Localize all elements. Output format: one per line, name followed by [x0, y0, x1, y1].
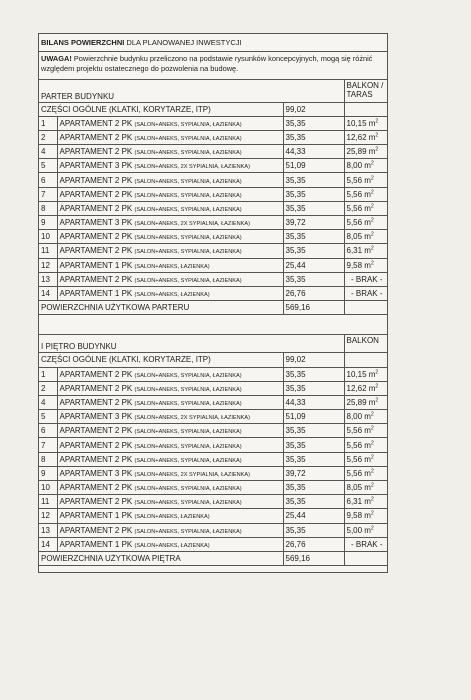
- parter-apartment-row: [39, 116, 387, 130]
- parter-header: PARTER BUDYNKU: [39, 80, 344, 102]
- balcony-value: 8,05 m: [346, 483, 371, 493]
- apartment-area: 35,35: [283, 244, 344, 258]
- pietro-total-label: POWIERZCHNIA UŻYTKOWA PIĘTRA: [39, 551, 283, 565]
- parter-total-row: [39, 301, 387, 315]
- parter-apartment-row: [39, 145, 387, 159]
- apartment-area: 35,35: [283, 230, 344, 244]
- balcony-value: 5,56 m: [346, 426, 371, 436]
- apartment-name: [57, 130, 283, 144]
- apartment-balcony: [344, 286, 387, 300]
- apartment-rooms: (SALON+ANEKS, SYPIALNIA, ŁAZIENKA): [134, 486, 242, 493]
- apartment-number: 1: [39, 367, 57, 381]
- apartment-balcony: [344, 244, 387, 258]
- parter-apartment-row: [39, 130, 387, 144]
- apartment-area: 35,35: [283, 173, 344, 187]
- balcony-value: 5,56 m: [346, 468, 371, 478]
- apartment-name: [57, 367, 283, 381]
- apartment-area: 35,35: [283, 381, 344, 395]
- parter-common-label: CZĘŚCI OGÓLNE (KLATKI, KORYTARZE, ITP): [39, 102, 283, 116]
- apartment-name: [57, 495, 283, 509]
- apartment-area: 25,44: [283, 258, 344, 272]
- pietro-apartment-row: [39, 495, 387, 509]
- pietro-apartment-row: [39, 452, 387, 466]
- apartment-rooms: (SALON+ANEKS, SYPIALNIA, ŁAZIENKA): [134, 135, 242, 142]
- apartment-area: 35,35: [283, 272, 344, 286]
- title-rest: DLA PLANOWANEJ INWESTYCJI: [124, 38, 242, 47]
- pietro-apartment-row: [39, 509, 387, 523]
- apartment-balcony: [344, 130, 387, 144]
- apartment-area: 35,35: [283, 201, 344, 215]
- pietro-apartment-row: [39, 481, 387, 495]
- parter-apartment-row: [39, 244, 387, 258]
- apartment-name: [57, 173, 283, 187]
- apartment-rooms: (SALON+ANEKS, 2X SYPIALNIA, ŁAZIENKA): [134, 164, 250, 171]
- balcony-value: 8,05 m: [346, 232, 371, 242]
- apartment-number: 13: [39, 272, 57, 286]
- unit-exponent: 2: [370, 439, 374, 446]
- unit-exponent: 2: [370, 482, 374, 489]
- unit-exponent: 2: [370, 425, 374, 432]
- apartment-rooms: (SALON+ANEKS, SYPIALNIA, ŁAZIENKA): [134, 443, 242, 450]
- apartment-balcony: [344, 116, 387, 130]
- apartment-balcony: [344, 424, 387, 438]
- balcony-value: 5,56 m: [346, 440, 371, 450]
- balcony-value: - BRAK -: [350, 539, 383, 549]
- balcony-value: 5,56 m: [346, 454, 371, 464]
- apartment-rooms: (SALON+ANEKS, SYPIALNIA, ŁAZIENKA): [134, 528, 242, 535]
- apartment-area: 35,35: [283, 495, 344, 509]
- apartment-area: 39,72: [283, 216, 344, 230]
- apartment-type: APARTAMENT 2 PK: [59, 383, 135, 393]
- apartment-type: APARTAMENT 3 PK: [59, 412, 135, 422]
- apartment-type: APARTAMENT 2 PK: [59, 147, 135, 157]
- balcony-value: 6,31 m: [346, 246, 371, 256]
- balcony-value: 25,89 m: [346, 147, 376, 157]
- balcony-value: 5,56 m: [346, 203, 371, 213]
- apartment-number: 9: [39, 466, 57, 480]
- apartment-name: [57, 159, 283, 173]
- apartment-area: 51,09: [283, 410, 344, 424]
- area-balance-sheet: [38, 33, 388, 573]
- apartment-number: 12: [39, 509, 57, 523]
- apartment-rooms: (SALON+ANEKS, SYPIALNIA, ŁAZIENKA): [134, 386, 242, 393]
- apartment-area: 26,76: [283, 537, 344, 551]
- pietro-header-row: [39, 335, 387, 353]
- apartment-name: [57, 116, 283, 130]
- apartment-balcony: [344, 395, 387, 409]
- apartment-number: 6: [39, 424, 57, 438]
- apartment-number: 5: [39, 159, 57, 173]
- balcony-value: 5,56 m: [346, 218, 371, 228]
- apartment-balcony: [344, 159, 387, 173]
- unit-exponent: 2: [370, 510, 374, 517]
- area-table-body: [39, 80, 387, 572]
- pietro-header: I PIĘTRO BUDYNKU: [39, 335, 344, 353]
- apartment-balcony: [344, 367, 387, 381]
- apartment-area: 35,35: [283, 367, 344, 381]
- apartment-name: [57, 410, 283, 424]
- apartment-balcony: [344, 466, 387, 480]
- apartment-area: 44,33: [283, 395, 344, 409]
- apartment-balcony: [344, 216, 387, 230]
- apartment-name: [57, 216, 283, 230]
- apartment-number: 12: [39, 258, 57, 272]
- apartment-area: 35,35: [283, 187, 344, 201]
- apartment-number: 4: [39, 145, 57, 159]
- apartment-number: 6: [39, 173, 57, 187]
- unit-exponent: 2: [370, 174, 374, 181]
- pietro-total-row: [39, 551, 387, 565]
- unit-exponent: 2: [370, 468, 374, 475]
- closing-cell: [39, 566, 387, 572]
- pietro-balcony-header: BALKON: [344, 335, 387, 353]
- apartment-rooms: (SALON+ANEKS, 2X SYPIALNIA, ŁAZIENKA): [134, 471, 250, 478]
- apartment-name: [57, 187, 283, 201]
- apartment-balcony: [344, 145, 387, 159]
- unit-exponent: 2: [375, 146, 379, 153]
- unit-exponent: 2: [370, 189, 374, 196]
- apartment-number: 8: [39, 452, 57, 466]
- apartment-number: 1: [39, 116, 57, 130]
- apartment-type: APARTAMENT 2 PK: [59, 525, 135, 535]
- balcony-value: 12,62 m: [346, 132, 376, 142]
- apartment-rooms: (SALON+ANEKS, SYPIALNIA, ŁAZIENKA): [134, 192, 242, 199]
- apartment-type: APARTAMENT 2 PK: [59, 203, 135, 213]
- parter-apartment-row: [39, 272, 387, 286]
- apartment-rooms: (SALON+ANEKS, 2X SYPIALNIA, ŁAZIENKA): [134, 415, 250, 422]
- apartment-name: [57, 145, 283, 159]
- apartment-type: APARTAMENT 2 PK: [59, 246, 135, 256]
- apartment-number: 2: [39, 130, 57, 144]
- apartment-balcony: [344, 509, 387, 523]
- balcony-value: 6,31 m: [346, 497, 371, 507]
- balcony-value: - BRAK -: [350, 289, 383, 299]
- parter-apartment-row: [39, 216, 387, 230]
- apartment-type: APARTAMENT 3 PK: [59, 161, 135, 171]
- apartment-name: [57, 537, 283, 551]
- balcony-value: 5,56 m: [346, 175, 371, 185]
- apartment-balcony: [344, 272, 387, 286]
- apartment-number: 10: [39, 481, 57, 495]
- apartment-balcony: [344, 452, 387, 466]
- apartment-area: 35,35: [283, 130, 344, 144]
- parter-apartment-row: [39, 173, 387, 187]
- apartment-type: APARTAMENT 2 PK: [59, 274, 135, 284]
- apartment-name: [57, 244, 283, 258]
- apartment-number: 8: [39, 201, 57, 215]
- apartment-type: APARTAMENT 2 PK: [59, 232, 135, 242]
- apartment-balcony: [344, 537, 387, 551]
- apartment-type: APARTAMENT 1 PK: [59, 539, 135, 549]
- parter-common-balcony: [344, 102, 387, 116]
- unit-exponent: 2: [370, 260, 374, 266]
- unit-exponent: 2: [370, 217, 374, 224]
- apartment-type: APARTAMENT 2 PK: [59, 118, 135, 128]
- apartment-name: [57, 272, 283, 286]
- apartment-name: [57, 481, 283, 495]
- apartment-balcony: [344, 481, 387, 495]
- apartment-type: APARTAMENT 2 PK: [59, 132, 135, 142]
- pietro-apartment-row: [39, 438, 387, 452]
- apartment-name: [57, 466, 283, 480]
- apartment-rooms: (SALON+ANEKS, SYPIALNIA, ŁAZIENKA): [134, 150, 242, 157]
- balcony-value: 25,89 m: [346, 397, 376, 407]
- pietro-common-area: 99,02: [283, 353, 344, 367]
- apartment-rooms: (SALON+ANEKS, ŁAZIENKA): [134, 263, 210, 270]
- parter-apartment-row: [39, 286, 387, 300]
- apartment-name: [57, 258, 283, 272]
- apartment-balcony: [344, 438, 387, 452]
- apartment-number: 14: [39, 286, 57, 300]
- apartment-name: [57, 286, 283, 300]
- pietro-apartment-row: [39, 410, 387, 424]
- apartment-type: APARTAMENT 2 PK: [59, 440, 135, 450]
- apartment-rooms: (SALON+ANEKS, SYPIALNIA, ŁAZIENKA): [134, 235, 242, 242]
- parter-balcony-header: BALKON / TARAS: [344, 80, 387, 102]
- apartment-rooms: (SALON+ANEKS, SYPIALNIA, ŁAZIENKA): [134, 249, 242, 256]
- parter-total-label: POWIERZCHNIA UŻYTKOWA PARTERU: [39, 301, 283, 315]
- balcony-value: 9,58 m: [346, 260, 371, 270]
- pietro-common-row: [39, 353, 387, 367]
- apartment-type: APARTAMENT 3 PK: [59, 468, 135, 478]
- document-title: [39, 34, 387, 52]
- parter-apartment-row: [39, 230, 387, 244]
- apartment-balcony: [344, 381, 387, 395]
- balcony-value: 10,15 m: [346, 369, 376, 379]
- apartment-area: 35,35: [283, 424, 344, 438]
- apartment-type: APARTAMENT 2 PK: [59, 397, 135, 407]
- balcony-value: 5,00 m: [346, 525, 371, 535]
- apartment-area: 35,35: [283, 481, 344, 495]
- apartment-rooms: (SALON+ANEKS, SYPIALNIA, ŁAZIENKA): [134, 178, 242, 185]
- unit-exponent: 2: [370, 245, 374, 252]
- apartment-number: 7: [39, 438, 57, 452]
- parter-apartment-row: [39, 201, 387, 215]
- apartment-name: [57, 438, 283, 452]
- balcony-value: 12,62 m: [346, 383, 376, 393]
- apartment-rooms: (SALON+ANEKS, SYPIALNIA, ŁAZIENKA): [134, 500, 242, 507]
- apartment-balcony: [344, 230, 387, 244]
- balcony-value: 5,56 m: [346, 189, 371, 199]
- unit-exponent: 2: [375, 118, 379, 125]
- unit-exponent: 2: [375, 397, 379, 404]
- closing-row: [39, 566, 387, 572]
- parter-total-balcony: [344, 301, 387, 315]
- apartment-balcony: [344, 495, 387, 509]
- unit-exponent: 2: [375, 368, 379, 375]
- area-table: [39, 80, 387, 572]
- unit-exponent: 2: [370, 203, 374, 210]
- apartment-type: APARTAMENT 2 PK: [59, 426, 135, 436]
- warning-note: [39, 52, 387, 80]
- apartment-type: APARTAMENT 1 PK: [59, 260, 135, 270]
- apartment-name: [57, 230, 283, 244]
- pietro-total-balcony: [344, 551, 387, 565]
- parter-total-value: 569,16: [283, 301, 344, 315]
- apartment-balcony: [344, 258, 387, 272]
- pietro-apartment-row: [39, 381, 387, 395]
- apartment-rooms: (SALON+ANEKS, SYPIALNIA, ŁAZIENKA): [134, 457, 242, 464]
- parter-common-area: 99,02: [283, 102, 344, 116]
- pietro-apartment-row: [39, 523, 387, 537]
- parter-apartment-row: [39, 258, 387, 272]
- apartment-name: [57, 523, 283, 537]
- apartment-number: 13: [39, 523, 57, 537]
- unit-exponent: 2: [375, 383, 379, 390]
- section-gap: [39, 315, 387, 335]
- apartment-number: 11: [39, 244, 57, 258]
- apartment-rooms: (SALON+ANEKS, ŁAZIENKA): [134, 292, 210, 299]
- apartment-balcony: [344, 201, 387, 215]
- apartment-rooms: (SALON+ANEKS, SYPIALNIA, ŁAZIENKA): [134, 121, 242, 128]
- apartment-rooms: (SALON+ANEKS, ŁAZIENKA): [134, 542, 210, 549]
- apartment-name: [57, 424, 283, 438]
- parter-common-row: [39, 102, 387, 116]
- apartment-name: [57, 381, 283, 395]
- pietro-apartment-row: [39, 395, 387, 409]
- apartment-type: APARTAMENT 2 PK: [59, 454, 135, 464]
- balcony-value: 9,58 m: [346, 511, 371, 521]
- apartment-rooms: (SALON+ANEKS, SYPIALNIA, ŁAZIENKA): [134, 372, 242, 379]
- unit-exponent: 2: [370, 411, 374, 418]
- unit-exponent: 2: [375, 132, 379, 139]
- pietro-common-label: CZĘŚCI OGÓLNE (KLATKI, KORYTARZE, ITP): [39, 353, 283, 367]
- apartment-balcony: [344, 173, 387, 187]
- pietro-apartment-row: [39, 424, 387, 438]
- apartment-type: APARTAMENT 2 PK: [59, 369, 135, 379]
- apartment-number: 9: [39, 216, 57, 230]
- apartment-rooms: (SALON+ANEKS, SYPIALNIA, ŁAZIENKA): [134, 429, 242, 436]
- pietro-total-value: 569,16: [283, 551, 344, 565]
- balcony-value: 8,00 m: [346, 161, 371, 171]
- pietro-common-balcony: [344, 353, 387, 367]
- note-bold: UWAGA!: [41, 54, 72, 63]
- apartment-type: APARTAMENT 2 PK: [59, 483, 135, 493]
- balcony-value: 10,15 m: [346, 118, 376, 128]
- apartment-rooms: (SALON+ANEKS, ŁAZIENKA): [134, 514, 210, 521]
- apartment-name: [57, 201, 283, 215]
- apartment-number: 4: [39, 395, 57, 409]
- apartment-area: 26,76: [283, 286, 344, 300]
- pietro-apartment-row: [39, 466, 387, 480]
- apartment-rooms: (SALON+ANEKS, 2X SYPIALNIA, ŁAZIENKA): [134, 221, 250, 228]
- title-bold: BILANS POWIERZCHNI: [41, 38, 125, 47]
- parter-apartment-row: [39, 187, 387, 201]
- apartment-area: 44,33: [283, 145, 344, 159]
- apartment-area: 39,72: [283, 466, 344, 480]
- apartment-balcony: [344, 187, 387, 201]
- apartment-number: 11: [39, 495, 57, 509]
- apartment-area: 35,35: [283, 452, 344, 466]
- apartment-rooms: (SALON+ANEKS, SYPIALNIA, ŁAZIENKA): [134, 400, 242, 407]
- pietro-apartment-row: [39, 367, 387, 381]
- apartment-name: [57, 509, 283, 523]
- apartment-type: APARTAMENT 1 PK: [59, 289, 135, 299]
- section-gap-cell: [39, 315, 387, 335]
- apartment-balcony: [344, 523, 387, 537]
- apartment-type: APARTAMENT 2 PK: [59, 175, 135, 185]
- apartment-number: 2: [39, 381, 57, 395]
- unit-exponent: 2: [370, 525, 374, 531]
- apartment-number: 14: [39, 537, 57, 551]
- apartment-type: APARTAMENT 3 PK: [59, 218, 135, 228]
- apartment-area: 35,35: [283, 523, 344, 537]
- unit-exponent: 2: [370, 454, 374, 461]
- apartment-name: [57, 452, 283, 466]
- apartment-area: 51,09: [283, 159, 344, 173]
- balcony-value: 8,00 m: [346, 412, 371, 422]
- note-text: Powierzchnie budynku przeliczono na podstawie rysunków koncepcyjnych, mogą się różnić względem projektu ostatecznego do pozwolenia na budowę.: [41, 54, 373, 73]
- unit-exponent: 2: [370, 496, 374, 503]
- apartment-area: 35,35: [283, 116, 344, 130]
- apartment-type: APARTAMENT 2 PK: [59, 497, 135, 507]
- apartment-balcony: [344, 410, 387, 424]
- apartment-rooms: (SALON+ANEKS, SYPIALNIA, ŁAZIENKA): [134, 277, 242, 284]
- unit-exponent: 2: [370, 160, 374, 167]
- apartment-type: APARTAMENT 2 PK: [59, 189, 135, 199]
- pietro-apartment-row: [39, 537, 387, 551]
- parter-header-row: [39, 80, 387, 102]
- apartment-rooms: (SALON+ANEKS, SYPIALNIA, ŁAZIENKA): [134, 206, 242, 213]
- unit-exponent: 2: [370, 231, 374, 238]
- apartment-number: 7: [39, 187, 57, 201]
- parter-apartment-row: [39, 159, 387, 173]
- apartment-name: [57, 395, 283, 409]
- apartment-type: APARTAMENT 1 PK: [59, 511, 135, 521]
- apartment-area: 35,35: [283, 438, 344, 452]
- balcony-value: - BRAK -: [350, 274, 383, 284]
- apartment-number: 5: [39, 410, 57, 424]
- apartment-area: 25,44: [283, 509, 344, 523]
- apartment-number: 10: [39, 230, 57, 244]
